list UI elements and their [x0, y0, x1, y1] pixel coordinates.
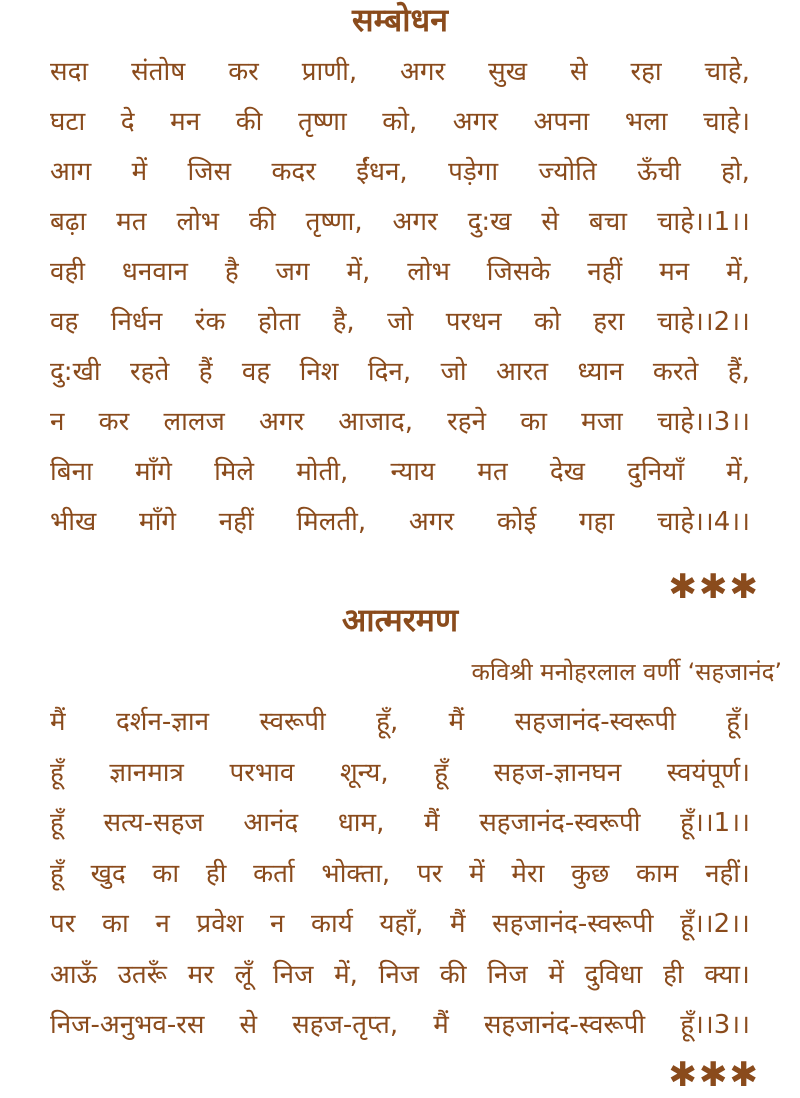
word: कर	[98, 407, 130, 437]
word: चाहे।।3।।	[656, 407, 750, 437]
word: मेरा	[511, 858, 545, 889]
word: में	[469, 858, 485, 889]
word: कार्य	[311, 909, 353, 939]
poem1-line	[50, 104, 750, 140]
word: न	[269, 909, 285, 939]
word: लोभ	[176, 207, 220, 237]
poem2-line	[50, 1007, 750, 1043]
word: न्याय	[390, 457, 436, 487]
word: माँगे	[134, 457, 172, 487]
word: को,	[382, 107, 418, 137]
word: खुद	[90, 858, 126, 889]
poem2-title: आत्मरमण	[341, 601, 459, 639]
word: चाहे।।4।।	[656, 507, 750, 537]
word: निश	[299, 357, 339, 387]
word: न	[50, 407, 65, 437]
word: हूँ	[50, 757, 64, 788]
word: अगर	[392, 207, 438, 237]
word: भला	[624, 107, 668, 137]
word: दु:खी	[50, 357, 101, 387]
word: में	[131, 157, 148, 187]
word: आजाद,	[338, 407, 413, 437]
word: आग	[50, 157, 92, 187]
poem1-line	[50, 154, 750, 190]
word: की	[249, 207, 276, 237]
word: सदा	[50, 57, 89, 87]
word: हूँ	[50, 858, 64, 889]
word: सहज-ज्ञानघन	[493, 757, 622, 788]
word: मन	[659, 257, 690, 287]
word: देख	[549, 457, 585, 487]
word: से	[541, 207, 559, 237]
word: निज	[272, 959, 314, 990]
word: वह	[50, 307, 79, 337]
word: चाहे।।1।।	[656, 207, 750, 237]
poem1-line	[50, 454, 750, 490]
poem1-line	[50, 254, 750, 290]
word: निज	[378, 959, 420, 990]
word: ऊँची	[637, 157, 681, 187]
word: से	[239, 1010, 258, 1040]
word: नहीं।	[705, 858, 750, 889]
word: धनवान	[121, 257, 188, 287]
word: घटा	[50, 107, 86, 137]
word: में,	[346, 257, 371, 287]
word: ईंधन,	[356, 157, 408, 187]
word: मन	[170, 107, 201, 137]
word: मर	[187, 959, 214, 990]
word: हूँ।	[726, 707, 750, 737]
word: रहा	[630, 57, 662, 87]
word: रहते	[130, 357, 170, 387]
word: आनंद	[243, 808, 299, 838]
word: मैं	[449, 909, 466, 939]
word: यहाँ,	[379, 909, 424, 939]
word: निज-अनुभव-रस	[50, 1010, 205, 1040]
word: सहजानंद-स्वरूपी	[479, 808, 641, 838]
poem1-end-stars: ✱✱✱	[668, 567, 760, 607]
word: सहज-तृप्त,	[292, 1010, 399, 1040]
word: संतोष	[131, 57, 186, 87]
word: दे	[120, 107, 135, 137]
word: ज्ञानमात्र	[109, 757, 184, 788]
word: ध्यान	[577, 357, 624, 387]
word: मत	[116, 207, 147, 237]
word: बढ़ा	[50, 207, 87, 237]
poem2-line	[50, 906, 750, 942]
word: में,	[726, 257, 750, 287]
word: सहजानंद-स्वरूपी	[483, 1010, 646, 1040]
word: का	[152, 858, 180, 889]
word: परधन	[445, 307, 502, 337]
word: हरा	[593, 307, 625, 337]
word: जो	[440, 357, 467, 387]
word: हैं,	[727, 357, 750, 387]
word: का	[102, 909, 129, 939]
word: बिना	[50, 457, 93, 487]
word: की	[439, 959, 467, 990]
word: है,	[332, 307, 355, 337]
word: से	[569, 57, 588, 87]
word: दिन,	[367, 357, 412, 387]
word: मैं	[424, 808, 440, 838]
word: रंक	[194, 307, 226, 337]
word: चाहे।	[703, 107, 750, 137]
word: परभाव	[229, 757, 295, 788]
word: ही	[663, 959, 684, 990]
poem2-line	[50, 704, 750, 740]
word: पर	[416, 858, 443, 889]
word: हो,	[721, 157, 750, 187]
word: नहीं	[587, 257, 623, 287]
poem1-line	[50, 504, 750, 540]
word: जग	[275, 257, 310, 287]
word: का	[520, 407, 547, 437]
word: प्राणी,	[301, 57, 358, 87]
poem2-line	[50, 856, 750, 892]
word: मैं	[448, 707, 465, 737]
poem1-line	[50, 404, 750, 440]
word: हैं	[198, 357, 213, 387]
word: वह	[241, 357, 271, 387]
word: सहजानंद-स्वरूपी	[492, 909, 654, 939]
word: हूँ,	[376, 707, 399, 737]
word: हूँ	[434, 757, 449, 788]
word: सत्य-सहज	[103, 808, 204, 838]
word: सहजानंद-स्वरूपी	[514, 707, 676, 737]
word: न	[155, 909, 170, 939]
word: चाहे,	[704, 57, 750, 87]
word: अगर	[452, 107, 498, 137]
word: जिस	[187, 157, 232, 187]
word: आरत	[496, 357, 549, 387]
word: उतरूँ	[117, 959, 167, 990]
word: जो	[387, 307, 414, 337]
word: सुख	[488, 57, 527, 87]
word: है	[224, 257, 239, 287]
word: मत	[477, 457, 508, 487]
word: करते	[652, 357, 699, 387]
poem1-line	[50, 54, 750, 90]
word: कर	[228, 57, 259, 87]
word: प्रवेश	[196, 909, 244, 939]
word: बचा	[588, 207, 627, 237]
word: हूँ।।2।।	[680, 909, 750, 939]
word: भोक्ता,	[321, 858, 391, 889]
word: धाम,	[337, 808, 385, 838]
word: कुछ	[571, 858, 610, 889]
word: अगर	[408, 507, 455, 537]
word: में,	[334, 959, 358, 990]
word: मिलती,	[296, 507, 367, 537]
word: की	[235, 107, 263, 137]
word: काम	[636, 858, 679, 889]
word: मैं	[433, 1010, 449, 1040]
word: में,	[726, 457, 750, 487]
word: चाहे।।2।।	[656, 307, 750, 337]
word: हूँ।।3।।	[680, 1010, 750, 1040]
word: अगर	[400, 57, 446, 87]
poem1-line	[50, 354, 750, 390]
poem2-line	[50, 957, 750, 993]
poem2-line	[50, 755, 750, 791]
word: स्वरूपी	[259, 707, 326, 737]
poem1-line	[50, 204, 750, 240]
word: दर्शन-ज्ञान	[115, 707, 210, 737]
word: मजा	[581, 407, 623, 437]
word: नहीं	[218, 507, 254, 537]
word: तृष्णा	[297, 107, 347, 137]
word: कोई	[496, 507, 537, 537]
word: हूँ।।1।।	[680, 808, 750, 838]
word: आऊँ	[50, 959, 97, 990]
poem2-line	[50, 805, 750, 841]
poem2-end-stars: ✱✱✱	[668, 1055, 760, 1095]
word: अगर	[258, 407, 305, 437]
word: स्वयंपूर्ण।	[666, 757, 750, 788]
word: वही	[50, 257, 85, 287]
word: लोभ	[407, 257, 450, 287]
word: शून्य,	[339, 757, 389, 788]
word: दुविधा	[584, 959, 643, 990]
word: हूँ	[50, 808, 64, 838]
word: क्या।	[704, 959, 750, 990]
word: में	[548, 959, 564, 990]
word: मोती,	[296, 457, 349, 487]
word: तृष्णा,	[305, 207, 363, 237]
word: को	[534, 307, 561, 337]
word: गहा	[579, 507, 615, 537]
word: मैं	[50, 707, 66, 737]
word: दु:ख	[467, 207, 512, 237]
word: ज्योति	[538, 157, 597, 187]
word: माँगे	[139, 507, 176, 537]
word: निज	[487, 959, 528, 990]
word: लूँ	[234, 959, 253, 990]
word: रहने	[447, 407, 487, 437]
word: होता	[257, 307, 301, 337]
word: कदर	[271, 157, 316, 187]
word: मिले	[214, 457, 254, 487]
word: पर	[50, 909, 76, 939]
word: ही	[205, 858, 227, 889]
word: कर्ता	[253, 858, 295, 889]
poem1-line	[50, 304, 750, 340]
word: जिसके	[486, 257, 551, 287]
word: अपना	[533, 107, 590, 137]
word: निर्धन	[110, 307, 163, 337]
word: पड़ेगा	[448, 157, 499, 187]
word: दुनियाँ	[627, 457, 684, 487]
poem2-author: कविश्री मनोहरलाल वर्णी ‘सहजानंद’	[471, 658, 782, 686]
word: भीख	[50, 507, 97, 537]
poem1-title: सम्बोधन	[351, 1, 449, 39]
word: लालज	[163, 407, 225, 437]
